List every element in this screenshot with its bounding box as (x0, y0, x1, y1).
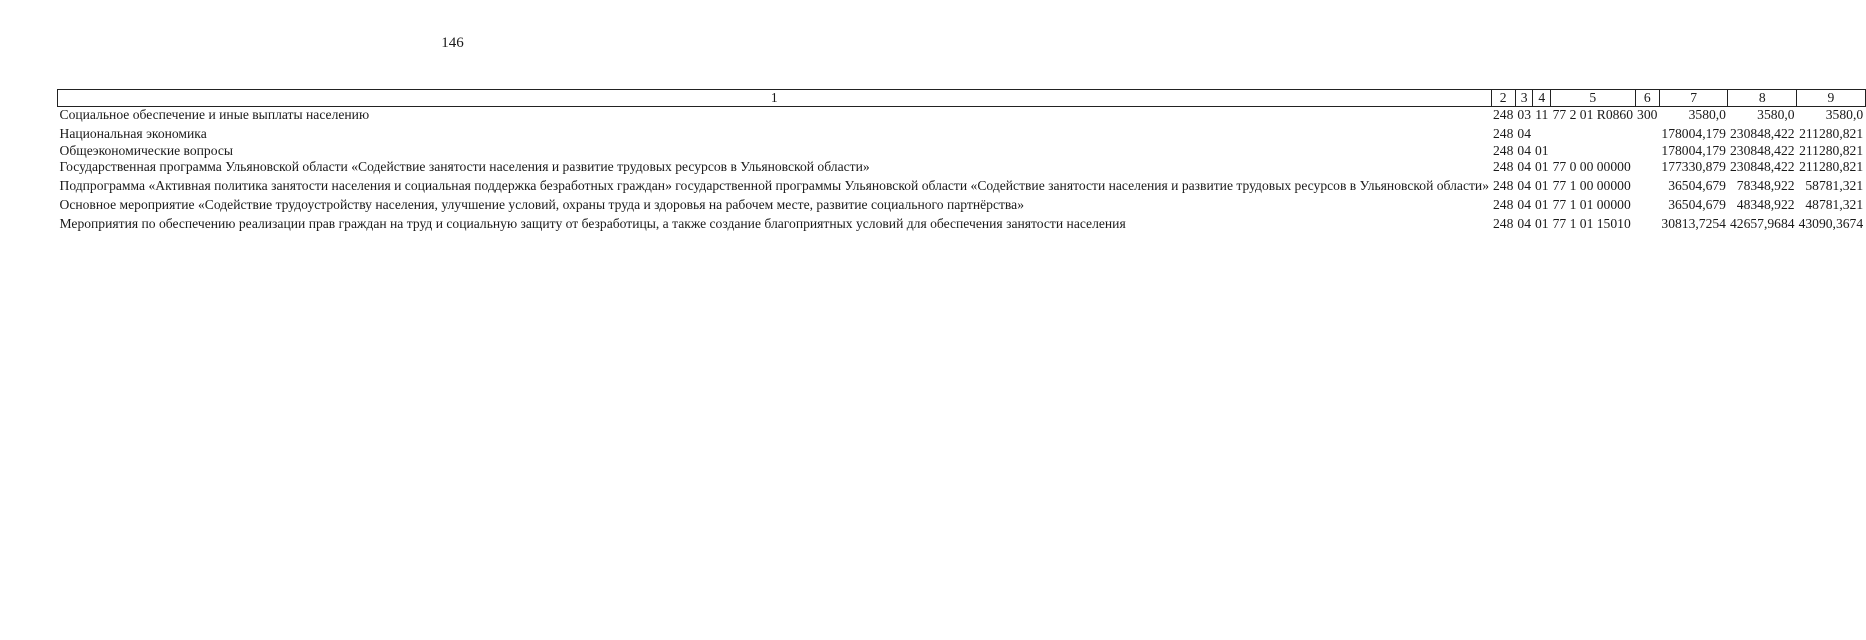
row-code-4: 01 (1534, 197, 1549, 213)
header-col-3: 3 (1515, 90, 1533, 107)
row-name: Подпрограмма «Активная политика занятости населения и социальная поддержка безработных граждан» государственной программы Ульяновской области «Содействие занятости населения и развитие трудовых ресурсов в Ульяновской области» (59, 178, 1489, 194)
row-code-5 (1551, 143, 1635, 159)
table-row (58, 178, 1866, 197)
row-code-3: 04 (1517, 216, 1531, 232)
row-code-2: 248 (1493, 216, 1514, 232)
row-code-2: 248 (1493, 107, 1514, 123)
row-code-6 (1635, 143, 1659, 159)
row-name: Государственная программа Ульяновской области «Содействие занятости населения и развитие трудовых ресурсов в Ульяновской области» (59, 158, 870, 174)
row-name: Национальная экономика (59, 126, 207, 142)
row-code-3: 04 (1517, 178, 1531, 194)
table-row (58, 159, 1866, 178)
header-col-4: 4 (1533, 90, 1551, 107)
row-code-4: 01 (1534, 142, 1549, 158)
row-code-4 (1533, 126, 1551, 142)
row-code-5: 77 1 01 15010 (1552, 216, 1631, 232)
row-value-7: 36504,679 (1668, 178, 1726, 194)
row-name: Основное мероприятие «Содействие трудоустройству населения, улучшение условий, охраны труда и здоровья на рабочем месте, развитие социального партнёрства» (59, 197, 1025, 213)
row-name: Социальное обеспечение и иные выплаты населению (59, 107, 370, 123)
header-col-8: 8 (1728, 90, 1797, 107)
row-value-8: 230848,422 (1729, 126, 1795, 142)
header-col-9: 9 (1797, 90, 1866, 107)
row-value-9: 3580,0 (1825, 107, 1864, 123)
row-value-9: 43090,3674 (1798, 216, 1864, 232)
row-value-9: 211280,821 (1799, 142, 1864, 158)
row-value-7: 178004,179 (1661, 142, 1726, 158)
row-value-8: 230848,422 (1729, 158, 1795, 174)
row-value-8: 3580,0 (1757, 107, 1795, 123)
row-code-6 (1635, 178, 1659, 197)
row-code-6 (1635, 159, 1659, 178)
row-code-6 (1635, 126, 1659, 142)
row-code-5: 77 2 01 R0860 (1552, 107, 1634, 123)
row-value-9: 211280,821 (1799, 158, 1864, 174)
row-code-5: 77 1 00 00000 (1552, 178, 1631, 194)
row-code-2: 248 (1493, 126, 1514, 142)
row-value-7: 178004,179 (1661, 126, 1726, 142)
row-code-6: 300 (1637, 107, 1658, 123)
header-col-1: 1 (58, 90, 1492, 107)
table-row (58, 143, 1866, 159)
row-value-7: 30813,7254 (1661, 216, 1726, 232)
table-row (58, 197, 1866, 216)
row-code-2: 248 (1493, 158, 1514, 174)
row-code-5 (1551, 126, 1635, 142)
table-row (58, 126, 1866, 142)
row-value-7: 177330,879 (1661, 158, 1726, 174)
row-name: Общеэкономические вопросы (59, 142, 234, 158)
row-value-8: 78348,922 (1736, 178, 1795, 194)
header-col-5: 5 (1551, 90, 1635, 107)
row-code-3: 04 (1517, 126, 1531, 142)
header-col-7: 7 (1659, 90, 1728, 107)
header-col-6: 6 (1635, 90, 1659, 107)
row-name: Мероприятия по обеспечению реализации прав граждан на труд и социальную защиту от безработицы, а также создание благоприятных условий для обеспечения занятости населения (59, 216, 1126, 232)
row-value-8: 48348,922 (1736, 197, 1795, 213)
table-row (58, 216, 1866, 232)
page-number: 146 (441, 35, 464, 51)
row-code-3: 04 (1517, 142, 1531, 158)
row-value-9: 48781,321 (1805, 197, 1864, 213)
row-code-5: 77 0 00 00000 (1552, 158, 1631, 174)
row-code-3: 04 (1517, 197, 1531, 213)
row-code-3: 03 (1517, 107, 1531, 123)
budget-table (57, 89, 1866, 233)
row-value-8: 230848,422 (1729, 142, 1795, 158)
row-code-4: 11 (1535, 107, 1549, 123)
row-code-5: 77 1 01 00000 (1552, 197, 1631, 213)
row-value-9: 211280,821 (1799, 126, 1864, 142)
row-code-4: 01 (1534, 158, 1549, 174)
row-code-2: 248 (1493, 197, 1514, 213)
header-col-2: 2 (1491, 90, 1515, 107)
row-code-3: 04 (1517, 158, 1531, 174)
row-code-2: 248 (1493, 142, 1514, 158)
row-value-7: 3580,0 (1688, 107, 1726, 123)
row-value-7: 36504,679 (1668, 197, 1726, 213)
row-value-9: 58781,321 (1805, 178, 1864, 194)
row-code-2: 248 (1493, 178, 1514, 194)
row-code-4: 01 (1534, 178, 1549, 194)
row-code-4: 01 (1534, 216, 1549, 232)
table-header-row (58, 90, 1866, 107)
row-code-6 (1635, 216, 1659, 232)
table-row (58, 107, 1866, 127)
row-value-8: 42657,9684 (1729, 216, 1795, 232)
row-code-6 (1635, 197, 1659, 216)
